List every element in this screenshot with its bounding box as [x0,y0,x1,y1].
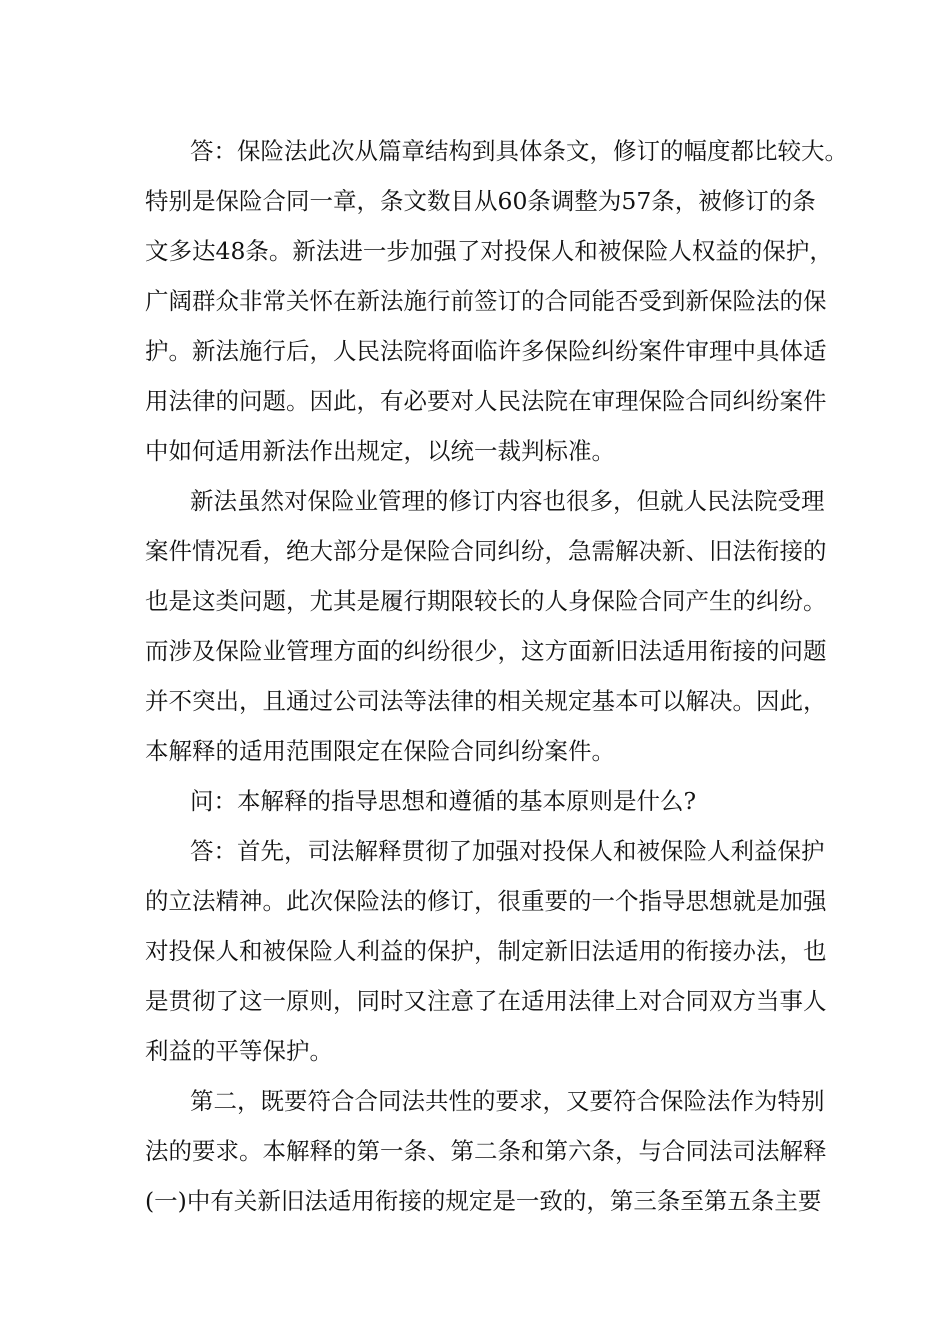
text-line: 的立法精神。此次保险法的修订，很重要的一个指导思想就是加强 [145,887,827,915]
text-line: 是贯彻了这一原则，同时又注意了在适用法律上对合同双方当事人 [145,987,827,1015]
text-line: 特别是保险合同一章，条文数目从60条调整为57条，被修订的条 [145,187,816,215]
text-line: 中如何适用新法作出规定，以统一裁判标准。 [145,437,615,465]
text-line: 第二，既要符合合同法共性的要求，又要符合保险法作为特别 [190,1087,825,1115]
text-line: 法的要求。本解释的第一条、第二条和第六条，与合同法司法解释 [145,1137,827,1165]
text-line: 本解释的适用范围限定在保险合同纠纷案件。 [145,737,615,765]
text-line: 对投保人和被保险人利益的保护，制定新旧法适用的衔接办法，也 [145,937,827,965]
text-line: 案件情况看，绝大部分是保险合同纠纷，急需解决新、旧法衔接的 [145,537,827,565]
text-line: 并不突出，且通过公司法等法律的相关规定基本可以解决。因此， [145,687,827,715]
text-line: 新法虽然对保险业管理的修订内容也很多，但就人民法院受理 [190,487,825,515]
text-line: (一)中有关新旧法适用衔接的规定是一致的，第三条至第五条主要 [145,1187,822,1215]
text-line: 用法律的问题。因此，有必要对人民法院在审理保险合同纠纷案件 [145,387,827,415]
question-line: 问：本解释的指导思想和遵循的基本原则是什么? [190,787,697,815]
text-line: 护。新法施行后，人民法院将面临许多保险纠纷案件审理中具体适 [145,337,827,365]
text-line: 利益的平等保护。 [145,1037,333,1065]
text-line: 答：保险法此次从篇章结构到具体条文，修订的幅度都比较大。 [190,137,848,165]
text-line: 也是这类问题，尤其是履行期限较长的人身保险合同产生的纠纷。 [145,587,827,615]
text-line: 答：首先，司法解释贯彻了加强对投保人和被保险人利益保护 [190,837,825,865]
text-line: 而涉及保险业管理方面的纠纷很少，这方面新旧法适用衔接的问题 [145,637,827,665]
text-line: 文多达48条。新法进一步加强了对投保人和被保险人权益的保护， [145,237,833,265]
text-line: 广阔群众非常关怀在新法施行前签订的合同能否受到新保险法的保 [145,287,827,315]
